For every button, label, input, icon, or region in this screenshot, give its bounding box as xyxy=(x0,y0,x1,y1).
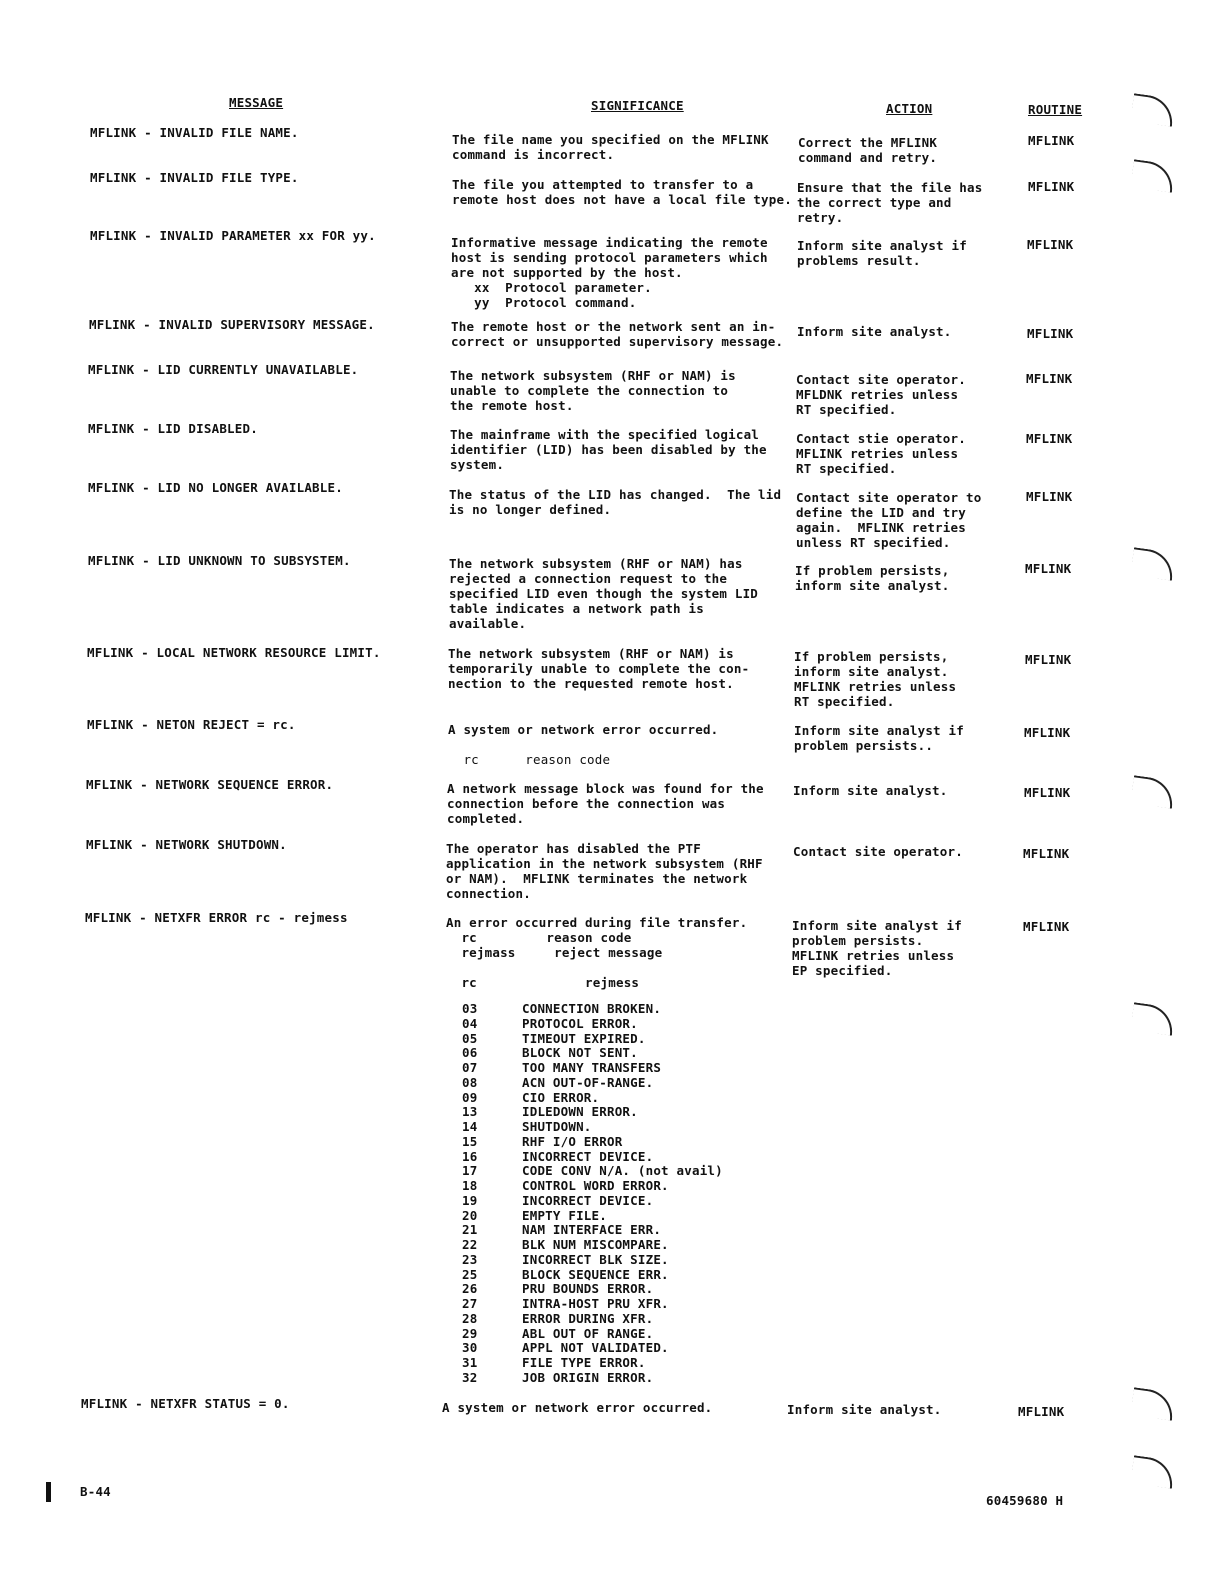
reject-code-number: 31 xyxy=(462,1355,478,1370)
reject-code-list xyxy=(462,1002,723,1386)
reject-code-row xyxy=(462,1135,723,1150)
significance-line: A system or network error occurred. xyxy=(448,722,719,737)
reject-code-number: 18 xyxy=(462,1178,478,1193)
significance-line: connection before the connection was xyxy=(447,796,726,811)
action-text xyxy=(795,563,995,593)
reject-code-row xyxy=(462,1268,723,1283)
action-line: RT specified. xyxy=(796,461,897,476)
action-line: define the LID and try xyxy=(796,505,966,520)
reject-code-number: 20 xyxy=(462,1207,478,1223)
significance-line: the remote host. xyxy=(450,398,574,413)
action-line: problem persists.. xyxy=(794,738,934,753)
significance-line: The network subsystem (RHF or NAM) is xyxy=(450,368,736,383)
routine-text: MFLINK xyxy=(1027,237,1074,252)
action-text xyxy=(794,649,994,709)
significance-line: The operator has disabled the PTF xyxy=(446,841,701,856)
action-line: Contact site operator. xyxy=(793,844,963,859)
binder-hole-mark xyxy=(1130,547,1175,581)
reject-code-row xyxy=(462,1223,723,1238)
significance-line: correct or unsupported supervisory message. xyxy=(451,334,784,349)
reject-code-number: 14 xyxy=(462,1119,478,1134)
reject-code-row xyxy=(462,1002,723,1017)
action-line: again. MFLINK retries xyxy=(796,520,966,535)
reject-code-row xyxy=(462,1371,723,1386)
reject-code-number: 30 xyxy=(462,1340,478,1356)
action-line: inform site analyst. xyxy=(794,664,949,679)
action-line: Contact stie operator. xyxy=(796,431,966,446)
significance-line: rejmass reject message xyxy=(446,945,663,960)
reject-code-row xyxy=(462,1017,723,1032)
significance-line: The network subsystem (RHF or NAM) is xyxy=(448,646,734,661)
reject-code-text: BLK NUM MISCOMPARE. xyxy=(522,1237,669,1252)
reject-code-row xyxy=(462,1120,723,1135)
action-line: Inform site analyst. xyxy=(797,324,952,339)
reject-code-number: 06 xyxy=(462,1045,478,1061)
reject-code-row xyxy=(462,1032,723,1047)
reject-code-number: 13 xyxy=(462,1104,478,1120)
significance-text xyxy=(449,556,789,631)
significance-text xyxy=(451,319,791,349)
reject-code-text: CONNECTION BROKEN. xyxy=(522,1001,662,1016)
reject-code-row xyxy=(462,1061,723,1076)
reject-code-text: INCORRECT DEVICE. xyxy=(522,1192,654,1208)
action-line: Inform site analyst if xyxy=(797,238,967,253)
action-line: Inform site analyst if xyxy=(792,918,962,933)
reject-code-row xyxy=(462,1105,723,1120)
significance-line: A network message block was found for the xyxy=(447,781,764,796)
reject-code-text: TIMEOUT EXPIRED. xyxy=(522,1030,646,1046)
message-text: MFLINK - INVALID SUPERVISORY MESSAGE. xyxy=(89,317,375,332)
reject-code-text: CODE CONV N/A. (not avail) xyxy=(522,1163,723,1179)
reject-code-row xyxy=(462,1209,723,1224)
routine-text: MFLINK xyxy=(1026,489,1073,504)
reject-code-text: INTRA-HOST PRU XFR. xyxy=(522,1296,669,1311)
reject-code-number: 16 xyxy=(462,1148,478,1164)
action-line: MFLDNK retries unless xyxy=(796,387,959,402)
routine-text: MFLINK xyxy=(1026,371,1073,386)
action-line: If problem persists, xyxy=(795,563,950,578)
reject-code-text: ACN OUT-OF-RANGE. xyxy=(522,1074,654,1090)
reject-code-number: 09 xyxy=(462,1089,478,1105)
message-text: MFLINK - NETXFR ERROR rc - rejmess xyxy=(85,910,348,925)
routine-text: MFLINK xyxy=(1024,725,1071,740)
reject-code-text: ERROR DURING XFR. xyxy=(522,1310,654,1326)
significance-text xyxy=(446,915,786,990)
reject-code-text: CIO ERROR. xyxy=(522,1089,600,1105)
reject-code-row xyxy=(462,1356,723,1371)
binder-hole-mark xyxy=(1130,775,1175,809)
reject-code-number: 32 xyxy=(462,1369,478,1385)
action-line: RT specified. xyxy=(796,402,897,417)
reject-code-row xyxy=(462,1282,723,1297)
action-line: Inform site analyst if xyxy=(794,723,964,738)
significance-line: identifier (LID) has been disabled by the xyxy=(450,442,767,457)
routine-text: MFLINK xyxy=(1025,652,1072,667)
message-text: MFLINK - INVALID FILE TYPE. xyxy=(90,170,299,185)
action-line: Ensure that the file has xyxy=(797,180,983,195)
action-line: the correct type and xyxy=(797,195,952,210)
significance-line: The mainframe with the specified logical xyxy=(450,427,760,442)
reject-code-text: NAM INTERFACE ERR. xyxy=(522,1222,662,1238)
change-bar xyxy=(46,1482,51,1502)
reject-code-number: 03 xyxy=(462,1001,478,1016)
action-text xyxy=(798,135,998,165)
significance-line: system. xyxy=(450,457,505,472)
reject-code-number: 07 xyxy=(462,1060,478,1075)
action-line: EP specified. xyxy=(792,963,893,978)
routine-text: MFLINK xyxy=(1024,785,1071,800)
significance-line: rc reason code xyxy=(446,930,632,945)
significance-line xyxy=(446,960,786,975)
reject-code-text: TOO MANY TRANSFERS xyxy=(522,1060,662,1075)
significance-line: is no longer defined. xyxy=(449,502,612,517)
significance-line: or NAM). MFLINK terminates the network xyxy=(446,871,748,886)
message-text: MFLINK - LID UNKNOWN TO SUBSYSTEM. xyxy=(88,553,351,568)
binder-hole-mark xyxy=(1130,1387,1175,1421)
message-text: MFLINK - LOCAL NETWORK RESOURCE LIMIT. xyxy=(87,645,381,660)
header-message: MESSAGE xyxy=(229,95,284,110)
action-line: Contact site operator to xyxy=(796,490,982,505)
reject-code-row xyxy=(462,1179,723,1194)
significance-line: The network subsystem (RHF or NAM) has xyxy=(449,556,743,571)
action-text xyxy=(796,490,996,550)
action-line: Correct the MFLINK xyxy=(798,135,938,150)
message-text: MFLINK - NETON REJECT = rc. xyxy=(87,717,296,732)
routine-text: MFLINK xyxy=(1018,1404,1065,1419)
reject-code-text: RHF I/O ERROR xyxy=(522,1133,623,1149)
message-text: MFLINK - INVALID PARAMETER xx FOR yy. xyxy=(90,228,376,243)
reject-code-number: 05 xyxy=(462,1030,478,1046)
significance-text xyxy=(447,781,787,826)
routine-text: MFLINK xyxy=(1028,133,1075,148)
reject-code-row xyxy=(462,1327,723,1342)
significance-line: table indicates a network path is xyxy=(449,601,704,616)
reject-code-text: ABL OUT OF RANGE. xyxy=(522,1325,654,1341)
action-text xyxy=(796,372,996,417)
reject-code-row xyxy=(462,1091,723,1106)
significance-line: An error occurred during file transfer. xyxy=(446,915,748,930)
reject-code-text: IDLEDOWN ERROR. xyxy=(522,1104,638,1120)
reject-code-text: SHUTDOWN. xyxy=(522,1119,592,1134)
significance-line: specified LID even though the system LID xyxy=(449,586,759,601)
reject-code-row xyxy=(462,1253,723,1268)
reject-code-number: 19 xyxy=(462,1192,478,1208)
action-line: retry. xyxy=(797,210,844,225)
action-line: problem persists. xyxy=(792,933,924,948)
reject-code-number: 29 xyxy=(462,1325,478,1341)
routine-text: MFLINK xyxy=(1028,179,1075,194)
message-text: MFLINK - LID NO LONGER AVAILABLE. xyxy=(88,480,343,495)
significance-line: unable to complete the connection to xyxy=(450,383,729,398)
significance-line: connection. xyxy=(446,886,531,901)
reject-code-number: 17 xyxy=(462,1163,478,1179)
significance-line: completed. xyxy=(447,811,525,826)
reject-code-row xyxy=(462,1150,723,1165)
message-text: MFLINK - INVALID FILE NAME. xyxy=(90,125,299,140)
significance-line: The file name you specified on the MFLINK xyxy=(452,132,769,147)
action-text xyxy=(797,238,997,268)
significance-line: temporarily unable to complete the con- xyxy=(448,661,750,676)
action-line: Contact site operator. xyxy=(796,372,966,387)
header-action: ACTION xyxy=(886,101,933,116)
action-line: MFLINK retries unless xyxy=(792,948,955,963)
routine-text: MFLINK xyxy=(1026,431,1073,446)
message-text: MFLINK - NETXFR STATUS = 0. xyxy=(81,1396,290,1411)
binder-hole-mark xyxy=(1130,159,1175,193)
binder-hole-mark xyxy=(1130,1455,1175,1489)
action-text xyxy=(792,918,992,978)
significance-text xyxy=(448,722,788,767)
reject-code-number: 26 xyxy=(462,1281,478,1297)
reject-code-text: CONTROL WORD ERROR. xyxy=(522,1178,669,1193)
action-line: RT specified. xyxy=(794,694,895,709)
reject-code-text: INCORRECT DEVICE. xyxy=(522,1148,654,1164)
significance-line: xx Protocol parameter. xyxy=(451,280,652,295)
routine-text: MFLINK xyxy=(1027,326,1074,341)
reject-code-text: PROTOCOL ERROR. xyxy=(522,1015,638,1031)
action-line: MFLINK retries unless xyxy=(796,446,959,461)
reject-code-number: 25 xyxy=(462,1266,478,1282)
action-line: Inform site analyst. xyxy=(793,783,948,798)
reject-code-number: 21 xyxy=(462,1222,478,1238)
significance-line: rc reason code xyxy=(448,752,611,767)
page-number: B-44 xyxy=(80,1484,111,1499)
significance-line: rejected a connection request to the xyxy=(449,571,728,586)
reject-code-text: JOB ORIGIN ERROR. xyxy=(522,1369,654,1385)
reject-code-row xyxy=(462,1164,723,1179)
reject-code-row xyxy=(462,1297,723,1312)
action-line: inform site analyst. xyxy=(795,578,950,593)
action-text xyxy=(797,180,997,225)
reject-code-number: 15 xyxy=(462,1133,478,1149)
significance-line: are not supported by the host. xyxy=(451,265,683,280)
significance-text xyxy=(452,177,792,207)
reject-code-number: 28 xyxy=(462,1310,478,1326)
action-line: problems result. xyxy=(797,253,921,268)
significance-line: rc rejmess xyxy=(446,975,640,990)
significance-text xyxy=(449,487,789,517)
significance-line: Informative message indicating the remote xyxy=(451,235,768,250)
reject-code-number: 08 xyxy=(462,1074,478,1090)
significance-text xyxy=(450,368,790,413)
document-number: 60459680 H xyxy=(986,1493,1064,1508)
significance-line: host is sending protocol parameters which xyxy=(451,250,768,265)
reject-code-row xyxy=(462,1312,723,1327)
action-text xyxy=(793,783,993,798)
significance-text xyxy=(451,235,791,310)
message-text: MFLINK - NETWORK SHUTDOWN. xyxy=(86,837,287,852)
action-text xyxy=(796,431,996,476)
action-text xyxy=(797,324,997,339)
reject-code-text: FILE TYPE ERROR. xyxy=(522,1355,646,1370)
significance-text xyxy=(446,841,786,901)
significance-text: A system or network error occurred. xyxy=(442,1400,713,1415)
reject-code-number: 27 xyxy=(462,1296,478,1311)
action-text xyxy=(793,844,993,859)
significance-text xyxy=(448,646,788,691)
reject-code-number: 04 xyxy=(462,1015,478,1031)
significance-line: The status of the LID has changed. The lid xyxy=(449,487,782,502)
significance-line: application in the network subsystem (RHF xyxy=(446,856,763,871)
binder-hole-mark xyxy=(1130,1002,1175,1036)
significance-line: The remote host or the network sent an in- xyxy=(451,319,776,334)
reject-code-row xyxy=(462,1076,723,1091)
reject-code-row xyxy=(462,1238,723,1253)
reject-code-text: PRU BOUNDS ERROR. xyxy=(522,1281,654,1297)
reject-code-text: BLOCK SEQUENCE ERR. xyxy=(522,1266,669,1282)
reject-code-text: APPL NOT VALIDATED. xyxy=(522,1340,669,1356)
reject-code-row xyxy=(462,1194,723,1209)
significance-line xyxy=(448,737,788,752)
message-text: MFLINK - LID DISABLED. xyxy=(88,421,258,436)
message-text: MFLINK - LID CURRENTLY UNAVAILABLE. xyxy=(88,362,359,377)
action-line: MFLINK retries unless xyxy=(794,679,957,694)
significance-line: remote host does not have a local file type. xyxy=(452,192,792,207)
significance-line: available. xyxy=(449,616,527,631)
routine-text: MFLINK xyxy=(1023,919,1070,934)
action-line: unless RT specified. xyxy=(796,535,951,550)
routine-text: MFLINK xyxy=(1023,846,1070,861)
action-line: command and retry. xyxy=(798,150,938,165)
routine-text: MFLINK xyxy=(1025,561,1072,576)
action-line: If problem persists, xyxy=(794,649,949,664)
message-text: MFLINK - NETWORK SEQUENCE ERROR. xyxy=(86,777,334,792)
significance-line: nection to the requested remote host. xyxy=(448,676,734,691)
reject-code-text: EMPTY FILE. xyxy=(522,1207,607,1223)
significance-line: command is incorrect. xyxy=(452,147,615,162)
reject-code-number: 22 xyxy=(462,1237,478,1252)
reject-code-text: BLOCK NOT SENT. xyxy=(522,1045,638,1061)
significance-text xyxy=(450,427,790,472)
header-routine: ROUTINE xyxy=(1028,102,1083,117)
action-text xyxy=(794,723,994,753)
significance-line: The file you attempted to transfer to a xyxy=(452,177,754,192)
significance-line: yy Protocol command. xyxy=(451,295,637,310)
action-text: Inform site analyst. xyxy=(787,1402,942,1417)
reject-code-number: 23 xyxy=(462,1251,478,1267)
significance-text xyxy=(452,132,792,162)
reject-code-text: INCORRECT BLK SIZE. xyxy=(522,1251,669,1267)
binder-hole-mark xyxy=(1130,93,1175,127)
reject-code-row xyxy=(462,1341,723,1356)
header-significance: SIGNIFICANCE xyxy=(591,98,684,113)
reject-code-row xyxy=(462,1046,723,1061)
